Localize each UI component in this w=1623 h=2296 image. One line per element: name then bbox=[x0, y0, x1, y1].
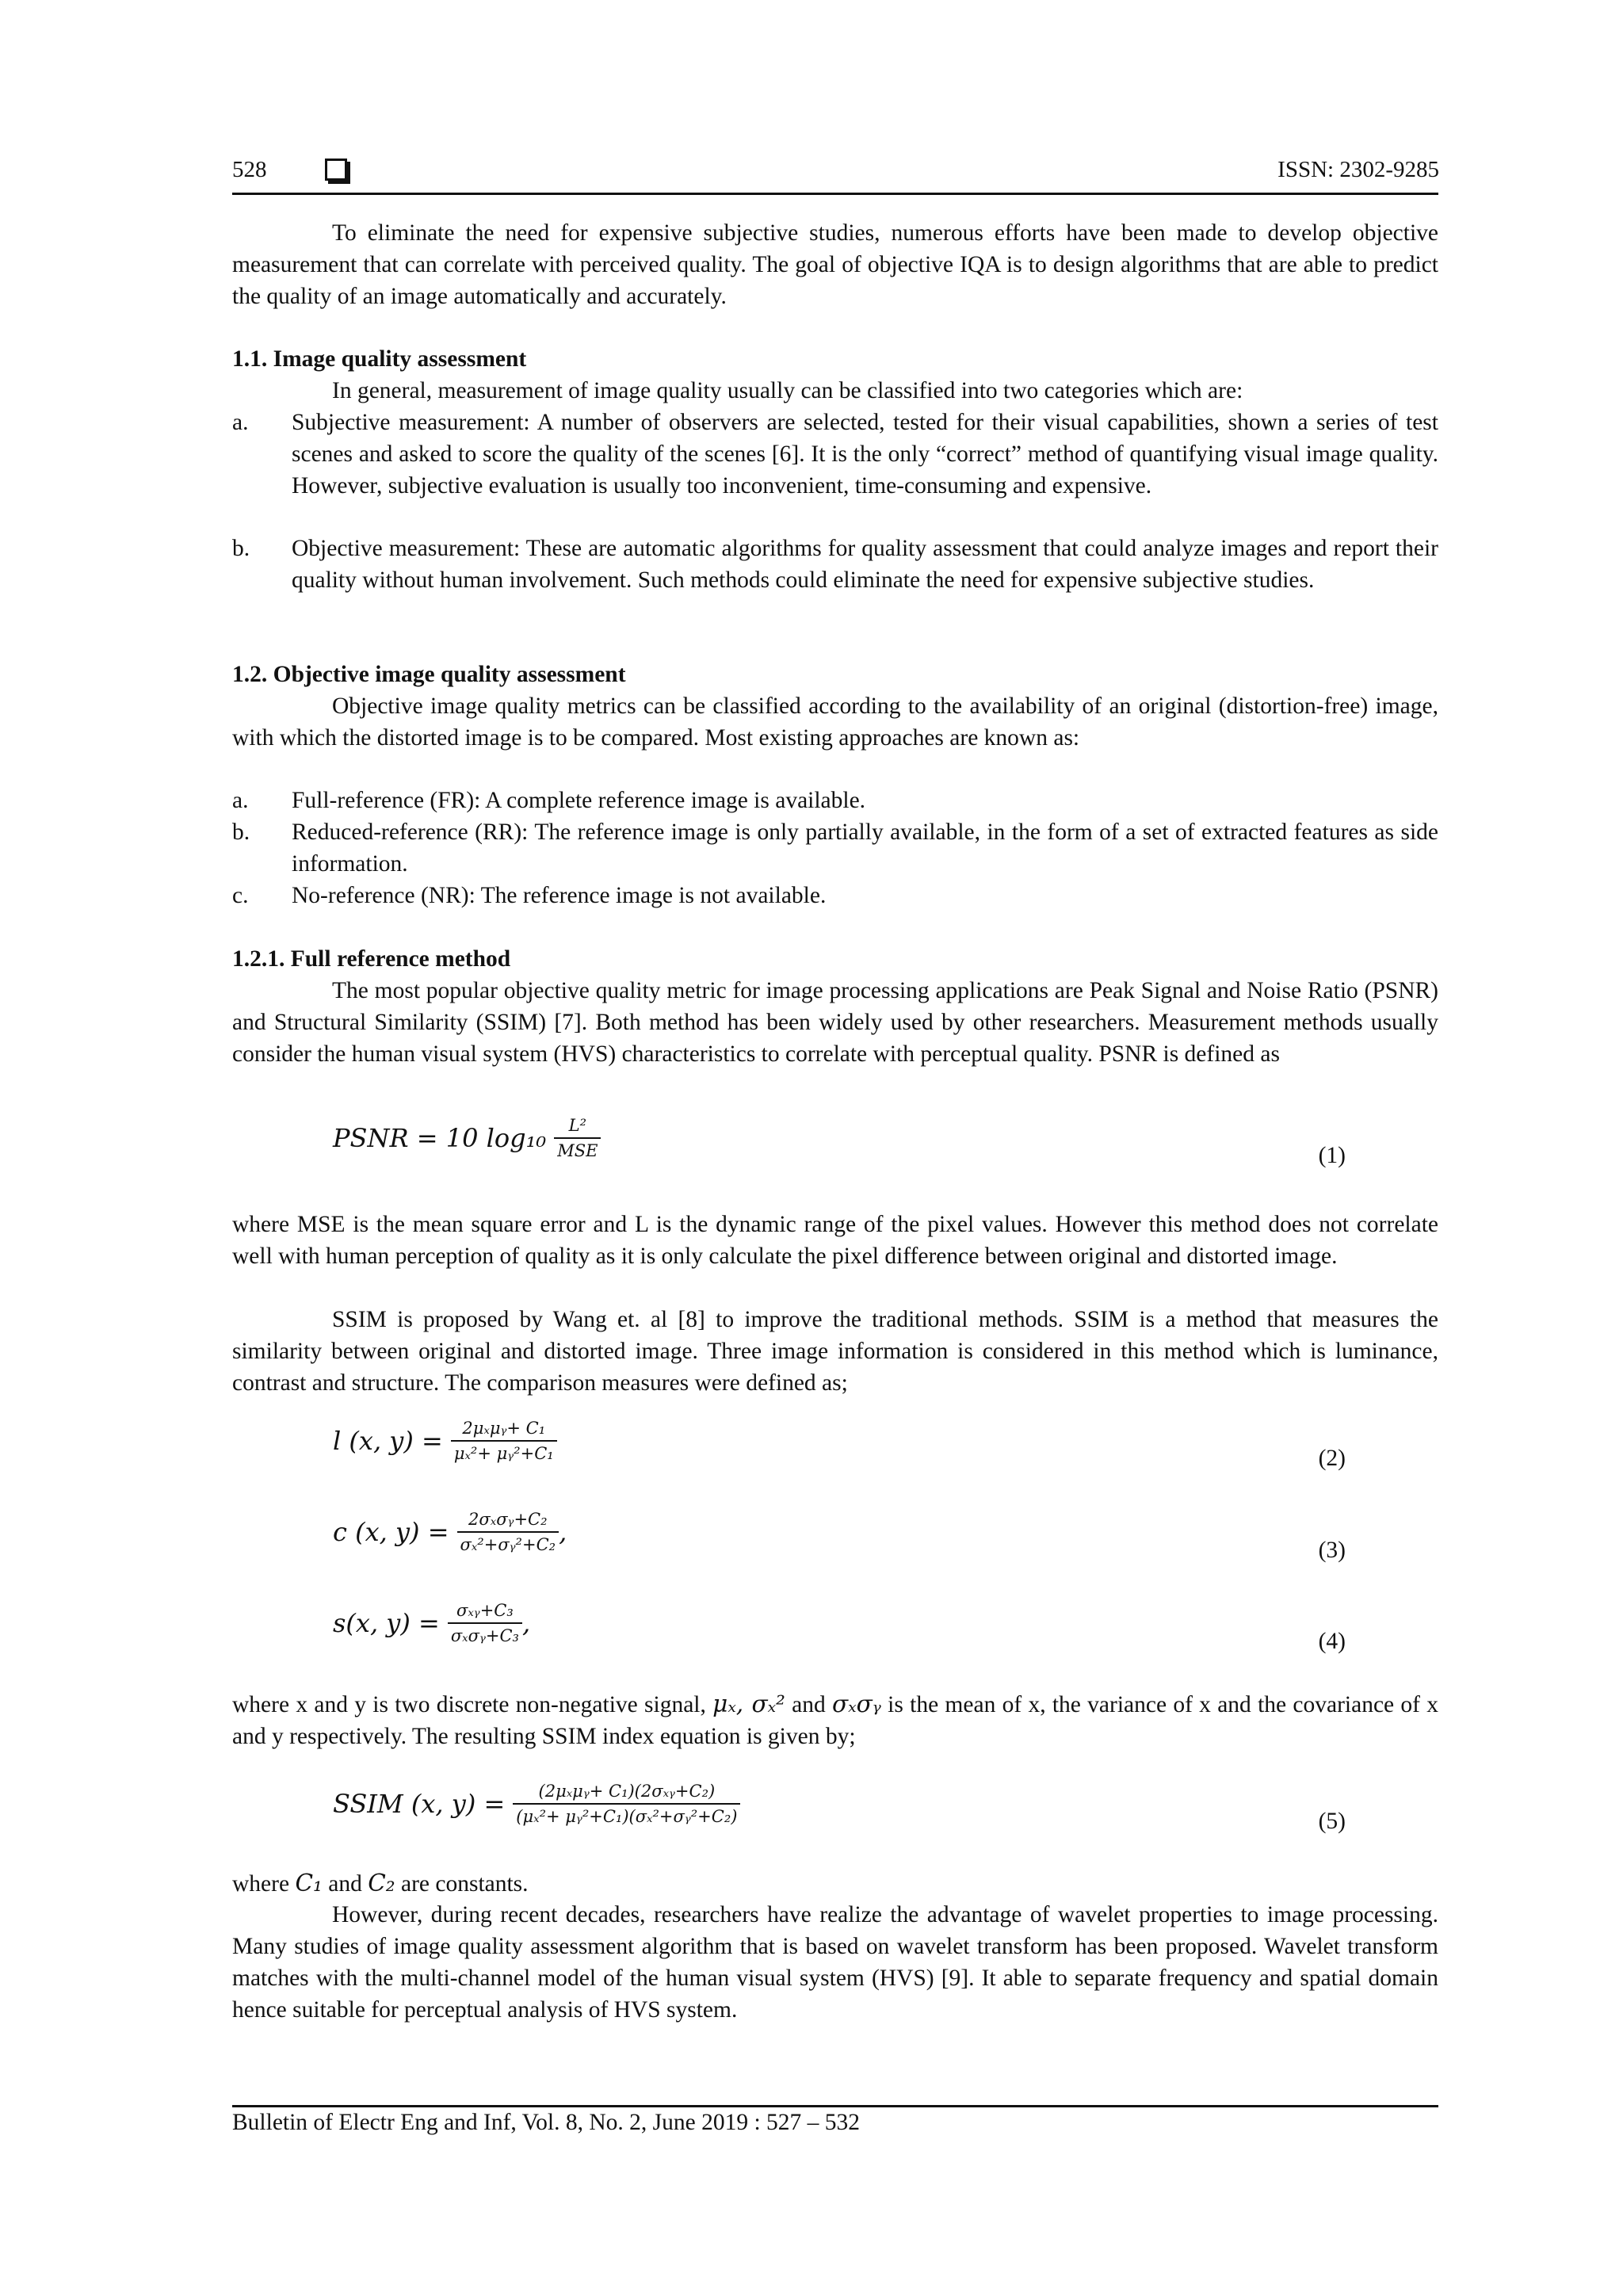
constants-line bbox=[232, 1867, 1438, 1900]
equation-structure bbox=[333, 1601, 530, 1645]
equation-suffix: , bbox=[521, 1608, 531, 1638]
equation-lhs: SSIM (x, y) = bbox=[333, 1789, 506, 1819]
equation-fraction bbox=[554, 1116, 601, 1160]
inline-math: C₂ bbox=[368, 1870, 395, 1897]
list-item bbox=[232, 407, 1438, 502]
ssim-intro-paragraph: SSIM is proposed by Wang et. al [8] to improve the traditional methods. SSIM is a method that measures the similarity between original and distorted image. Three image information is considered in this method which is luminance, contrast and structure. The comparison measures were defined as; bbox=[232, 1307, 1438, 1396]
equation-suffix: , bbox=[559, 1517, 567, 1547]
section-heading-1-2-1: 1.2.1. Full reference method bbox=[232, 946, 511, 972]
list-marker: a. bbox=[232, 788, 249, 813]
list-item-text: No-reference (NR): The reference image is not available. bbox=[292, 883, 827, 908]
equation-contrast bbox=[333, 1510, 567, 1554]
objective-intro-paragraph: Objective image quality metrics can be classified according to the availability of an original (distortion-free) image, with which the distorted image is to be compared. Most existing approaches are known as: bbox=[232, 693, 1438, 751]
equation-number: (2) bbox=[1318, 1446, 1346, 1471]
list-item-text: Reduced-reference (RR): The reference image is only partially available, in the form of a set of extracted features as side information. bbox=[292, 819, 1438, 877]
numerator: σₓᵧ+C₃ bbox=[456, 1601, 514, 1620]
equation-lhs: s(x, y) = bbox=[333, 1608, 440, 1638]
denominator: MSE bbox=[554, 1137, 601, 1160]
numerator: 2μₓμᵧ+ C₁ bbox=[462, 1419, 546, 1438]
list-marker: c. bbox=[232, 883, 249, 908]
footer-citation: Bulletin of Electr Eng and Inf, Vol. 8, No. 2, June 2019 : 527 – 532 bbox=[232, 2110, 861, 2135]
denominator: μₓ²+ μᵧ²+C₁ bbox=[451, 1440, 557, 1463]
equation-fraction bbox=[513, 1782, 740, 1826]
page-number: 528 bbox=[232, 157, 267, 182]
list-item bbox=[232, 785, 1438, 816]
equation-number: (3) bbox=[1318, 1538, 1346, 1563]
numerator: 2σₓσᵧ+C₂ bbox=[468, 1510, 548, 1529]
section-heading-1-2: 1.2. Objective image quality assessment bbox=[232, 662, 626, 687]
full-reference-paragraph: The most popular objective quality metric for image processing applications are Peak Signal and Noise Ratio (PSNR) and Structural Similarity (SSIM) [7]. Both method has been widely used by other researchers. Measurement methods usually consider the human visual system (HVS) characteristics to correlate with perceptual quality. PSNR is defined as bbox=[232, 978, 1438, 1067]
text-run: and bbox=[322, 1871, 369, 1897]
equation-fraction bbox=[457, 1510, 559, 1554]
list-item bbox=[232, 816, 1438, 880]
equation-fraction bbox=[448, 1601, 522, 1645]
list-item-text: Subjective measurement: A number of observers are selected, tested for their visual capabilities, shown a series of test scenes and asked to score the quality of the scenes [6]. It is the only “correct” method of quantifying visual image quality. However, subjective evaluation is usually too inconvenient, time-consuming and expensive. bbox=[292, 410, 1438, 499]
equation-ssim bbox=[333, 1782, 740, 1826]
text-run: is the mean of x, the variance of x and the covariance of x and y respectively. The resulting SSIM index equation is given by; bbox=[232, 1692, 1439, 1749]
list-item bbox=[232, 533, 1438, 596]
equation-number: (1) bbox=[1318, 1143, 1346, 1168]
equation-psnr bbox=[333, 1116, 601, 1160]
wavelet-paragraph: However, during recent decades, researchers have realize the advantage of wavelet properties to image processing. Many studies of image quality assessment algorithm that is based on wavelet transform has been proposed. Wavelet transform matches with the multi-channel model of the human visual system (HVS) [9]. It able to separate frequency and spatial domain hence suitable for perceptual analysis of HVS system. bbox=[232, 1902, 1438, 2023]
text-run: where bbox=[232, 1871, 296, 1897]
equation-number: (4) bbox=[1318, 1629, 1346, 1654]
issn: ISSN: 2302-9285 bbox=[1277, 157, 1439, 182]
denominator: σₓσᵧ+C₃ bbox=[448, 1622, 522, 1645]
header-rule bbox=[232, 193, 1438, 195]
denominator: (μₓ²+ μᵧ²+C₁)(σₓ²+σᵧ²+C₂) bbox=[513, 1803, 740, 1826]
intro-paragraph: To eliminate the need for expensive subjective studies, numerous efforts have been made to develop objective measurement that can correlate with perceived quality. The goal of objective IQA is to design algorithms that are able to predict the quality of an image automatically and accurately. bbox=[232, 220, 1438, 309]
text-run: where x and y is two discrete non-negative signal, bbox=[232, 1692, 713, 1717]
equation-lhs: l (x, y) = bbox=[333, 1426, 443, 1456]
equation-luminance bbox=[333, 1419, 557, 1463]
inline-math: C₁ bbox=[295, 1870, 323, 1897]
list-item-text: Objective measurement: These are automatic algorithms for quality assessment that could analyze images and report their quality without human involvement. Such methods could eliminate the need for expensive subjective studies. bbox=[292, 536, 1438, 593]
iqa-intro-paragraph: In general, measurement of image quality usually can be classified into two categories which are: bbox=[332, 378, 1243, 403]
denominator: σₓ²+σᵧ²+C₂ bbox=[457, 1531, 559, 1554]
square-bullet-icon bbox=[325, 159, 347, 181]
equation-fraction bbox=[451, 1419, 557, 1463]
after-psnr-paragraph: where MSE is the mean square error and L is the dynamic range of the pixel values. However this method does not correlate well with human perception of quality as it is only calculate the pixel difference between original and distorted image. bbox=[232, 1212, 1438, 1269]
list-marker: a. bbox=[232, 410, 249, 435]
equation-number: (5) bbox=[1318, 1809, 1346, 1834]
inline-math: σₓσᵧ bbox=[832, 1690, 881, 1717]
numerator: (2μₓμᵧ+ C₁)(2σₓᵧ+C₂) bbox=[538, 1782, 716, 1801]
list-marker: b. bbox=[232, 819, 250, 845]
text-run: are constants. bbox=[395, 1871, 529, 1897]
equation-lhs: c (x, y) = bbox=[333, 1517, 449, 1547]
after-eq4-paragraph bbox=[232, 1688, 1438, 1752]
text-run: and bbox=[785, 1692, 833, 1717]
numerator: L² bbox=[568, 1116, 587, 1135]
list-item bbox=[232, 880, 1438, 911]
list-marker: b. bbox=[232, 536, 250, 561]
equation-lhs: PSNR = 10 log₁₀ bbox=[333, 1123, 547, 1153]
section-heading-1-1: 1.1. Image quality assessment bbox=[232, 346, 527, 372]
inline-math: μₓ, σₓ² bbox=[712, 1690, 785, 1717]
list-item-text: Full-reference (FR): A complete reference image is available. bbox=[292, 788, 866, 813]
footer-rule bbox=[232, 2105, 1438, 2107]
